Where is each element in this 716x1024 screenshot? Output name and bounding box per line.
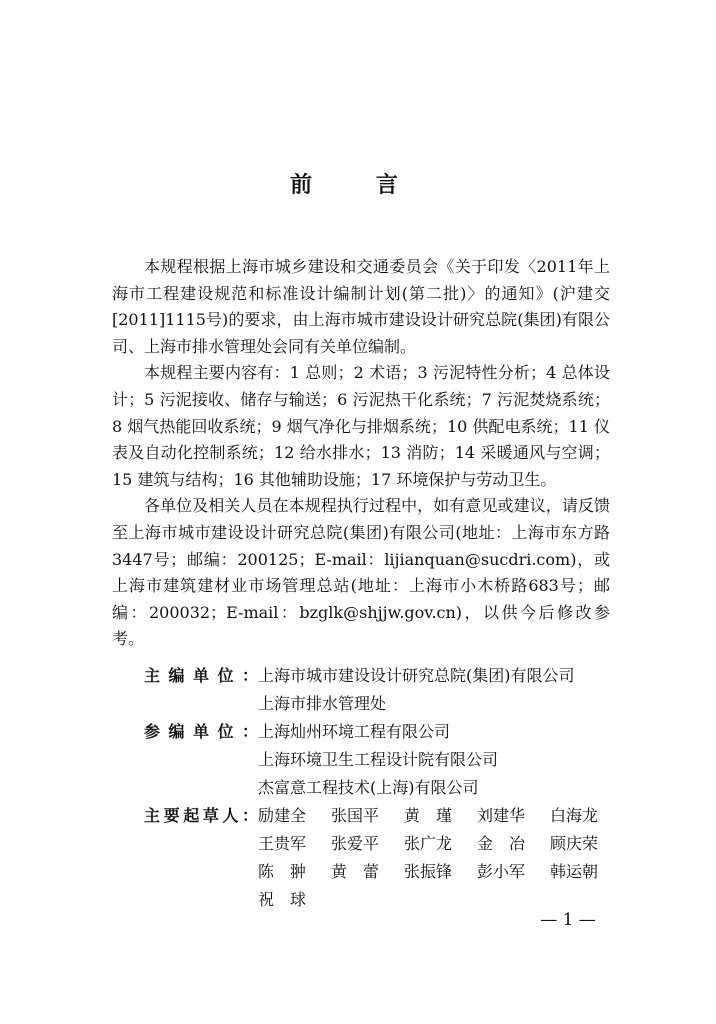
co-editor-units — [258, 718, 614, 802]
chief-editor-label: 主编单位： — [144, 666, 258, 685]
drafter-name: 韩运朝 — [550, 862, 599, 881]
co-editor-row — [144, 718, 614, 802]
drafter-name: 刘建华 — [477, 806, 526, 825]
drafters-list — [258, 802, 623, 914]
drafter-name: 张国平 — [331, 806, 380, 825]
co-editor-unit: 上海环境卫生工程设计院有限公司 — [258, 750, 499, 769]
chief-editor-unit: 上海市城市建设设计研究总院(集团)有限公司 — [258, 666, 575, 685]
co-editor-unit: 杰富意工程技术(上海)有限公司 — [258, 778, 479, 797]
drafter-name: 黄 瑾 — [404, 806, 453, 825]
drafter-name: 金 冶 — [477, 834, 526, 853]
drafter-name: 彭小军 — [477, 862, 526, 881]
page-title: 前 言 — [290, 172, 426, 198]
editorial-roles — [144, 662, 614, 914]
preface-body — [112, 254, 610, 653]
page-number: — 1 — — [540, 910, 596, 930]
chief-editor-unit: 上海市排水管理处 — [258, 694, 387, 713]
co-editor-unit: 上海灿州环境工程有限公司 — [258, 722, 451, 741]
drafter-name: 王贵军 — [258, 834, 307, 853]
drafter-name: 黄 蕾 — [331, 862, 380, 881]
drafters-label: 主要起草人： — [144, 806, 258, 825]
chief-editor-row — [144, 662, 614, 718]
drafter-name: 励建全 — [258, 806, 307, 825]
co-editor-label: 参编单位： — [144, 722, 258, 741]
paragraph-basis: 本规程根据上海市城乡建设和交通委员会《关于印发〈2011年上海市工程建设规范和标准设计编制计划(第二批)〉的通知》(沪建交[2011]1115号)的要求，由上海市城市建设设计研究总院(集团)有限公司、上海市排水管理处会同有关单位编制。 — [112, 257, 610, 356]
drafters-row — [144, 802, 614, 914]
paragraph-feedback: 各单位及相关人员在本规程执行过程中，如有意见或建议，请反馈至上海市城市建设设计研究总院(集团)有限公司(地址：上海市东方路3447号；邮编：200125；E-mail：lijianquan@sucdri.com)，或上海市建筑建材业市场管理总站(地址：上海市小木桥路683号；邮编：200032；E-mail：bzglk@shjjw.gov.cn)，以供今后修改参考。 — [112, 496, 610, 649]
drafter-name: 张广龙 — [404, 834, 453, 853]
drafter-name: 白海龙 — [550, 806, 599, 825]
chief-editor-units — [258, 662, 614, 718]
drafter-name: 祝 球 — [258, 890, 307, 909]
paragraph-contents: 本规程主要内容有：1 总则；2 术语；3 污泥特性分析；4 总体设计；5 污泥接收、储存与输送；6 污泥热干化系统；7 污泥焚烧系统；8 烟气热能回收系统；9 烟气净化与排烟系统；10 供配电系统；11 仪表及自动化控制系统；12 给水排水；13 消防；14 采暖通风与空调；15 建筑与结构；16 其他辅助设施；17 环境保护与劳动卫生。 — [112, 363, 610, 489]
drafter-name: 顾庆荣 — [550, 834, 599, 853]
drafter-name: 陈 翀 — [258, 862, 307, 881]
drafter-name: 张爱平 — [331, 834, 380, 853]
drafter-name: 张振锋 — [404, 862, 453, 881]
